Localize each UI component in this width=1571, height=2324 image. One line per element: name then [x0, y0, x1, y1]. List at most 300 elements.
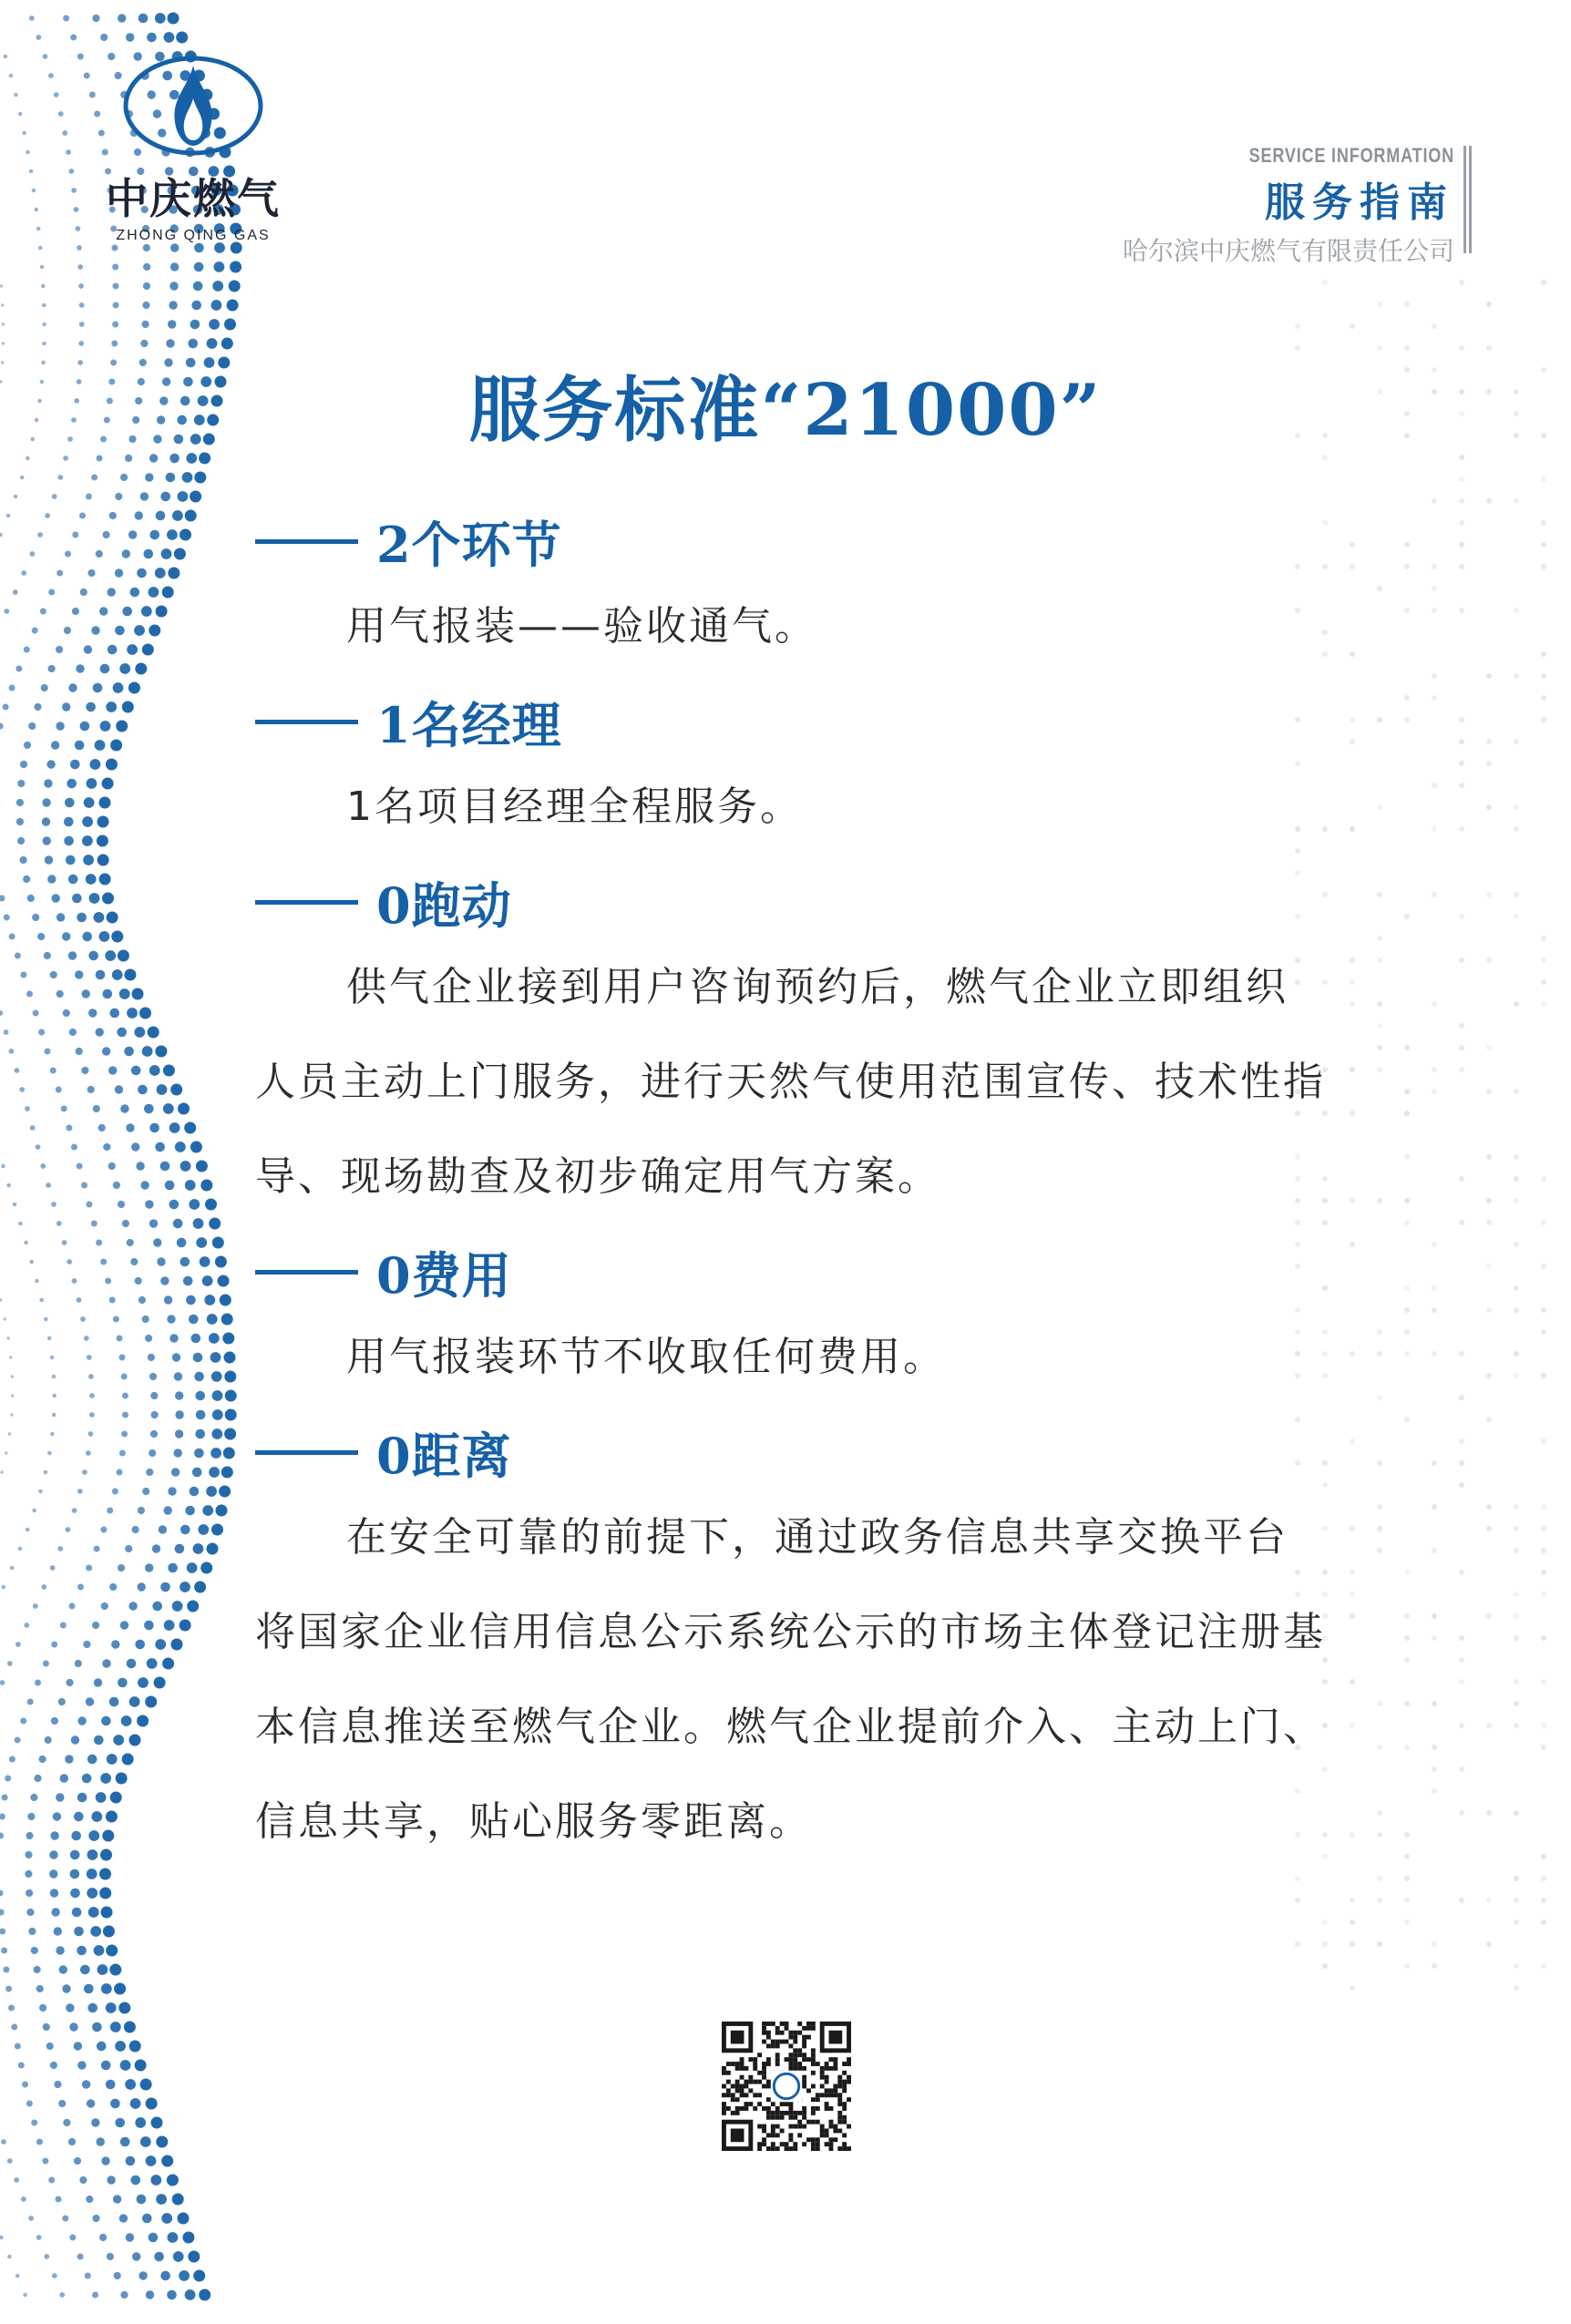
decor-dot	[1514, 498, 1519, 504]
decor-dot	[30, 1794, 37, 1801]
decor-dot	[101, 2061, 111, 2071]
decor-dot	[80, 1316, 86, 1322]
decor-dot	[62, 1984, 70, 1992]
decor-dot	[90, 1926, 101, 1937]
decor-dot	[1459, 761, 1464, 766]
qr-module	[780, 2142, 785, 2146]
decor-dot	[1541, 1898, 1546, 1903]
decor-dot	[28, 1928, 36, 1935]
decor-dot	[86, 874, 97, 885]
decor-dot	[63, 1009, 70, 1017]
decor-dot	[1404, 1417, 1410, 1422]
qr-module	[771, 2022, 775, 2026]
decor-dot	[100, 1527, 107, 1533]
decor-dot	[175, 1544, 185, 1554]
decor-dot	[10, 1413, 13, 1416]
decor-dot	[162, 587, 174, 599]
decor-dot	[1404, 1657, 1410, 1663]
decor-dot	[186, 1295, 196, 1305]
decor-dot	[1514, 914, 1519, 919]
decor-dot	[107, 1508, 113, 1514]
decor-dot	[42, 2158, 48, 2165]
qr-module	[793, 2142, 797, 2146]
decor-dot	[1486, 892, 1492, 897]
decor-dot	[1459, 542, 1464, 548]
decor-dot	[32, 1509, 36, 1513]
decor-dot	[161, 2213, 172, 2224]
decor-dot	[1322, 1920, 1328, 1925]
decor-dot	[102, 778, 114, 790]
decor-dot	[110, 740, 122, 752]
decor-dot	[101, 2156, 109, 2165]
decor-dot	[1432, 1089, 1437, 1094]
decor-dot	[152, 1544, 160, 1552]
decor-dot	[1295, 345, 1300, 351]
decor-dot	[1350, 1679, 1355, 1684]
qr-module	[847, 2075, 851, 2080]
decor-dot	[118, 950, 129, 962]
qr-module	[775, 2124, 780, 2129]
decor-dot	[1541, 280, 1546, 285]
qr-module	[771, 2040, 775, 2044]
decor-dot	[111, 931, 123, 943]
decor-dot	[26, 150, 30, 155]
decor-dot	[151, 1411, 159, 1418]
decor-dot	[196, 1237, 207, 1248]
decor-dot	[1404, 1701, 1410, 1706]
decor-dot	[1514, 1526, 1519, 1531]
decor-dot	[173, 1219, 183, 1229]
qr-module	[820, 2133, 825, 2137]
decor-dot	[1404, 1154, 1410, 1160]
decor-dot	[184, 1122, 196, 1134]
qr-code-icon[interactable]	[722, 2022, 851, 2151]
decor-dot	[189, 1315, 199, 1325]
decor-dot	[88, 1431, 94, 1437]
decor-dot	[113, 1182, 120, 1189]
qr-module	[740, 2066, 744, 2071]
decor-dot	[86, 494, 92, 500]
qr-module	[735, 2066, 740, 2071]
decor-dot	[170, 243, 179, 251]
decor-dot	[130, 2098, 141, 2109]
decor-dot	[69, 1029, 77, 1036]
qr-module	[788, 2057, 793, 2062]
decor-dot	[74, 1927, 84, 1937]
decor-dot	[50, 1565, 56, 1571]
decor-dot	[66, 149, 71, 155]
decor-dot	[1514, 1679, 1519, 1684]
decor-dot	[124, 2022, 136, 2033]
decor-dot	[1350, 826, 1355, 832]
decor-dot	[43, 2023, 50, 2031]
decor-dot	[136, 1162, 144, 1170]
decor-dot	[1350, 739, 1355, 744]
company-name: 哈尔滨中庆燃气有限责任公司	[1122, 236, 1454, 266]
decor-dot	[131, 1142, 139, 1151]
decor-dot	[1541, 1438, 1546, 1444]
decor-dot	[1514, 1701, 1519, 1706]
decor-dot	[92, 2022, 102, 2032]
decor-dot	[128, 530, 137, 538]
decor-dot	[79, 513, 86, 519]
qr-module	[833, 2129, 837, 2134]
decor-dot	[1541, 1679, 1546, 1684]
decor-dot	[100, 1849, 112, 1861]
decor-dot	[1541, 520, 1546, 526]
decor-dot	[1377, 717, 1382, 722]
decor-dot	[87, 2099, 95, 2107]
decor-dot	[102, 1659, 110, 1667]
decor-dot	[1350, 1832, 1355, 1838]
decor-dot	[25, 1870, 32, 1878]
decor-dot	[135, 663, 147, 675]
decor-dot	[99, 931, 110, 942]
decor-dot	[167, 1315, 175, 1323]
qr-module	[811, 2057, 816, 2062]
qr-module	[837, 2080, 842, 2084]
decor-dot	[214, 261, 225, 272]
qr-module	[785, 2102, 789, 2106]
decor-dot	[121, 1431, 128, 1438]
decor-dot	[188, 2251, 200, 2263]
qr-module	[785, 2111, 789, 2115]
qr-module	[833, 2124, 837, 2129]
decor-dot	[22, 131, 26, 136]
decor-dot	[1541, 957, 1546, 963]
decor-dot	[35, 1680, 41, 1686]
decor-dot	[169, 1122, 180, 1133]
decor-dot	[115, 626, 125, 636]
qr-module	[793, 2124, 797, 2129]
qr-module	[744, 2066, 748, 2071]
decor-dot	[1514, 608, 1519, 613]
qr-module	[748, 2102, 753, 2106]
qr-module	[726, 2071, 731, 2075]
decor-dot	[1404, 302, 1410, 307]
decor-dot	[111, 1640, 119, 1648]
qr-module	[847, 2080, 851, 2084]
qr-module	[788, 2111, 793, 2115]
decor-dot	[74, 2042, 82, 2050]
decor-dot	[1459, 1220, 1464, 1225]
decor-dot	[82, 816, 93, 827]
decor-dot	[15, 2043, 21, 2050]
decor-dot	[1432, 1766, 1437, 1772]
decor-dot	[1377, 1876, 1382, 1881]
decor-dot	[122, 549, 130, 558]
decor-dot	[99, 874, 111, 886]
qr-module	[762, 2075, 766, 2080]
decor-dot	[177, 1238, 187, 1248]
decor-dot	[47, 875, 56, 883]
decor-dot	[66, 855, 76, 865]
decor-dot	[194, 1582, 206, 1593]
decor-dot	[86, 1697, 94, 1705]
qr-module	[833, 2093, 837, 2097]
decor-dot	[1404, 1963, 1410, 1969]
decor-dot	[126, 33, 134, 41]
qr-module	[722, 2093, 726, 2097]
decor-dot	[1432, 1285, 1437, 1291]
decor-dot	[1514, 1985, 1519, 1991]
decor-dot	[1459, 345, 1464, 351]
qr-module	[762, 2031, 766, 2035]
decor-dot	[1541, 1745, 1546, 1750]
decor-dot	[108, 1066, 117, 1074]
decor-dot	[1432, 826, 1437, 832]
qr-module	[762, 2124, 766, 2129]
decor-dot	[77, 245, 82, 251]
decor-dot	[169, 282, 178, 290]
decor-dot	[172, 1601, 183, 1612]
qr-module	[753, 2057, 757, 2062]
decor-dot	[78, 283, 84, 289]
decor-dot	[1377, 302, 1382, 307]
decor-dot	[150, 2175, 161, 2186]
section-0-distance	[255, 1414, 1330, 1869]
qr-module	[757, 2142, 762, 2146]
decor-dot	[1404, 345, 1410, 351]
decor-dot	[7, 2158, 13, 2164]
decor-dot	[1432, 1001, 1437, 1007]
decor-dot	[76, 226, 81, 231]
decor-dot	[1350, 1001, 1355, 1007]
qr-module	[744, 2106, 748, 2111]
decor-dot	[175, 1429, 183, 1438]
decor-dot	[41, 1584, 46, 1590]
section-body: 用气报装——验收通气。	[346, 603, 817, 650]
decor-dot	[56, 1087, 62, 1093]
decor-dot	[100, 664, 110, 674]
decor-dot	[103, 1926, 115, 1938]
qr-module	[829, 2146, 834, 2151]
decor-dot	[108, 1162, 116, 1170]
page-title: 服务标准“21000”	[468, 369, 1103, 452]
decor-dot	[83, 855, 94, 865]
decor-dot	[122, 1393, 128, 1399]
decor-dot	[122, 701, 134, 713]
decor-dot	[1295, 323, 1300, 329]
decor-dot	[1541, 717, 1546, 722]
decor-dot	[1404, 1745, 1410, 1750]
qr-module	[811, 2111, 816, 2115]
decor-dot	[1404, 914, 1410, 919]
decor-dot	[1514, 1373, 1519, 1378]
qr-module	[802, 2066, 806, 2071]
decor-dot	[63, 456, 68, 461]
decor-dot	[1350, 564, 1355, 569]
decor-dot	[1350, 1242, 1355, 1247]
decor-dot	[1459, 914, 1464, 919]
decor-dot	[125, 455, 132, 462]
qr-module	[842, 2120, 847, 2124]
decor-dot	[1350, 1898, 1355, 1903]
decor-dot	[1486, 1723, 1492, 1728]
decor-dot	[111, 245, 118, 251]
decor-dot	[87, 1355, 92, 1360]
decor-dot	[1541, 1504, 1546, 1510]
qr-module	[766, 2062, 771, 2066]
decor-dot	[196, 1410, 206, 1420]
qr-module	[829, 2093, 834, 2097]
decor-dot	[171, 1468, 180, 1476]
section-0-fees	[255, 1234, 1330, 1405]
decor-dot	[1350, 1526, 1355, 1531]
decor-dot	[156, 511, 166, 521]
decor-dot	[1459, 1679, 1464, 1684]
qr-module	[748, 2075, 753, 2080]
decor-dot	[116, 721, 128, 732]
decor-dot	[1514, 1504, 1519, 1510]
decor-dot	[46, 1182, 51, 1188]
decor-dot	[1350, 542, 1355, 548]
decor-dot	[106, 1811, 118, 1823]
decor-dot	[118, 1564, 125, 1572]
decor-dot	[1350, 717, 1355, 722]
decor-dot	[27, 895, 35, 902]
decor-dot	[66, 1125, 72, 1131]
decor-dot	[7, 2255, 12, 2259]
decor-dot	[36, 1985, 44, 1992]
decor-dot	[88, 1374, 94, 1379]
qr-module	[829, 2120, 834, 2124]
decor-dot	[60, 1623, 67, 1629]
qr-module	[748, 2057, 753, 2062]
qr-module	[825, 2088, 829, 2093]
decor-dot	[1541, 1264, 1546, 1269]
qr-module	[837, 2093, 842, 2097]
qr-module	[806, 2088, 811, 2093]
decor-dot	[40, 609, 46, 615]
qr-module	[820, 2066, 825, 2071]
decor-dot	[144, 1104, 154, 1114]
decor-dot	[1514, 1307, 1519, 1313]
decor-dot	[1486, 1373, 1492, 1378]
decor-dot	[99, 607, 108, 615]
decor-dot	[68, 683, 77, 691]
decor-dot	[113, 1735, 124, 1746]
decor-dot	[97, 2137, 105, 2145]
qr-module	[847, 2146, 851, 2151]
decor-dot	[82, 2080, 90, 2088]
decor-dot	[77, 1297, 82, 1303]
qr-module	[766, 2097, 771, 2102]
decor-dot	[94, 1945, 105, 1956]
decor-dot	[18, 2063, 25, 2069]
decor-dot	[26, 1832, 33, 1839]
brand-name-en: ZHONG QING GAS	[116, 228, 271, 243]
decor-dot	[26, 1889, 33, 1897]
qr-module	[842, 2106, 847, 2111]
qr-module	[726, 2106, 731, 2111]
qr-module	[802, 2035, 806, 2040]
decor-dot	[142, 321, 149, 328]
decor-dot	[1377, 892, 1382, 897]
decor-dot	[98, 1964, 108, 1975]
decor-dot	[24, 1241, 28, 1245]
decor-dot	[105, 950, 116, 961]
qr-module	[775, 2115, 780, 2120]
decor-dot	[79, 2176, 87, 2184]
qr-module	[731, 2097, 735, 2102]
decor-dot	[1514, 1876, 1519, 1881]
qr-module	[780, 2031, 785, 2035]
gas-flame-logo-icon	[120, 53, 266, 162]
decor-dot	[221, 338, 233, 350]
qr-module	[722, 2071, 726, 2075]
decor-dot	[103, 1143, 110, 1151]
decor-dot	[205, 1199, 217, 1211]
decor-dot	[1350, 323, 1355, 329]
decor-dot	[209, 1467, 220, 1478]
qr-module	[766, 2146, 771, 2151]
decor-dot	[74, 1812, 84, 1822]
decor-dot	[1514, 1285, 1519, 1291]
decor-dot	[1459, 1482, 1464, 1488]
decor-dot	[10, 1566, 15, 1571]
decor-dot	[190, 491, 201, 503]
decor-dot	[9, 1356, 12, 1358]
qr-module	[757, 2146, 762, 2151]
qr-module	[766, 2111, 771, 2115]
qr-module	[816, 2142, 820, 2146]
decor-dot	[72, 1908, 82, 1918]
qr-module	[816, 2097, 820, 2102]
qr-module	[740, 2088, 744, 2093]
decor-dot	[1377, 1351, 1382, 1357]
decor-dot	[49, 1869, 57, 1878]
section-heading	[255, 864, 1330, 940]
vertical-bars-decoration	[1463, 146, 1473, 253]
decor-dot	[134, 625, 145, 636]
decor-dot	[1514, 1810, 1519, 1816]
decor-dot	[61, 1106, 67, 1112]
section-heading	[255, 683, 1330, 760]
decor-dot	[119, 2214, 128, 2222]
decor-dot	[155, 568, 166, 578]
qr-module	[722, 2066, 726, 2071]
decor-dot	[77, 1584, 84, 1591]
decor-dot	[48, 2177, 55, 2184]
decor-dot	[195, 1391, 205, 1401]
decor-dot	[224, 1428, 236, 1440]
decor-dot	[142, 302, 149, 309]
decor-dot	[53, 1812, 61, 1820]
qr-module	[762, 2026, 766, 2031]
decor-dot	[77, 1163, 83, 1170]
decor-dot	[52, 494, 57, 499]
decor-dot	[1514, 826, 1519, 832]
qr-module	[780, 2102, 785, 2106]
heading-rule	[255, 1270, 358, 1275]
decor-dot	[137, 1715, 149, 1727]
decor-dot	[87, 2003, 98, 2013]
qr-module	[802, 2115, 806, 2120]
decor-dot	[142, 1488, 149, 1495]
qr-module	[847, 2097, 851, 2102]
decor-dot	[160, 1582, 170, 1592]
decor-dot	[1432, 1504, 1437, 1510]
decor-dot	[15, 1737, 21, 1744]
decor-dot	[72, 1278, 77, 1284]
decor-dot	[220, 1295, 231, 1306]
decor-dot	[5, 1986, 12, 1992]
decor-dot	[80, 1965, 90, 1975]
decor-dot	[70, 1889, 80, 1899]
qr-module	[735, 2080, 740, 2084]
decor-dot	[1514, 673, 1519, 679]
